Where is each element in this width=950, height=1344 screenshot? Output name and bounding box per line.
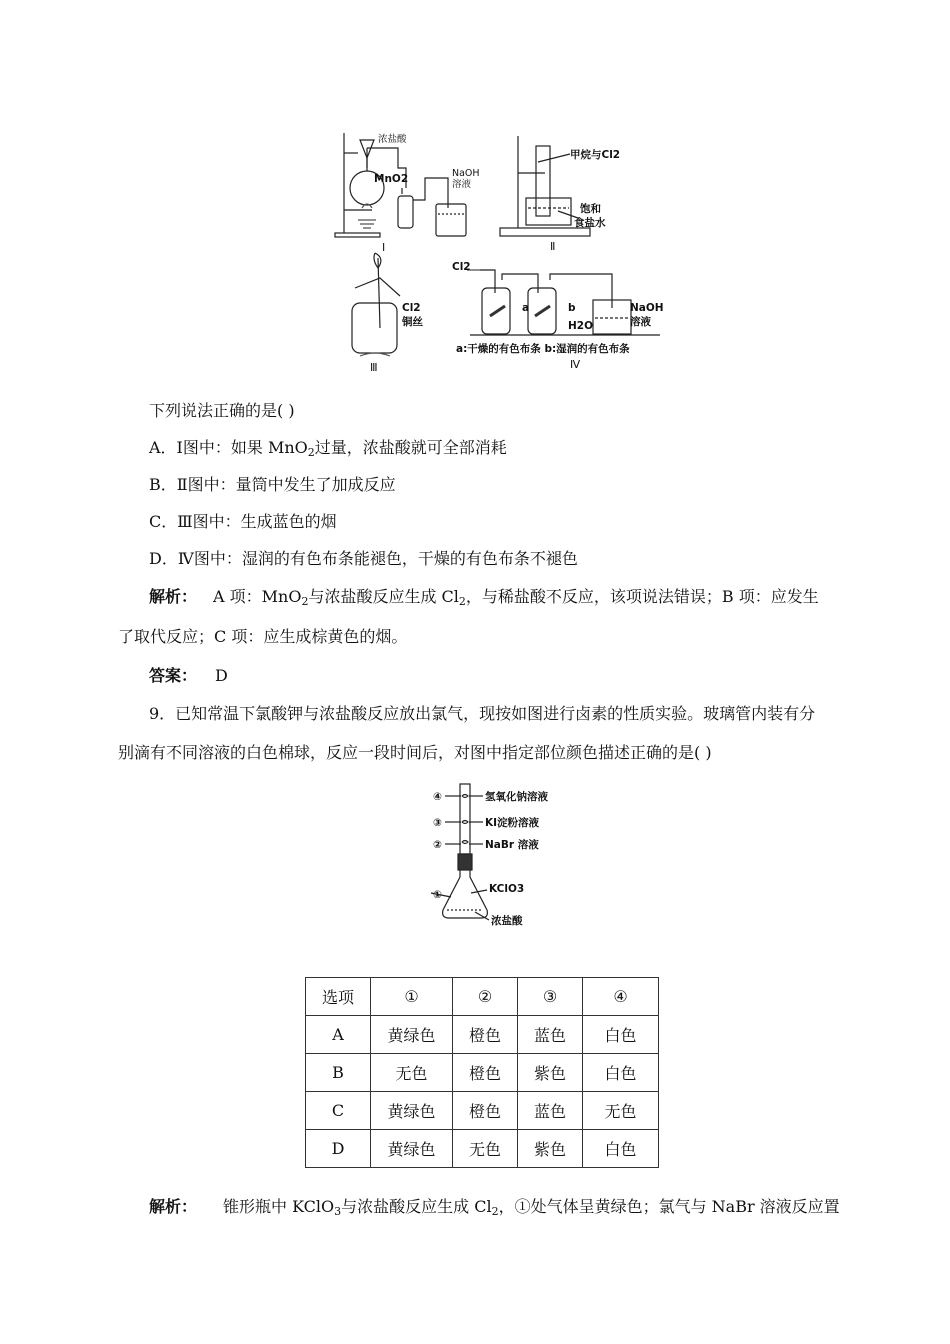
table-cell: 蓝色 [518,1092,583,1130]
q9-analysis-e: ，①处气体呈黄绿色；氯气与 NaBr 溶液反应置 [498,1197,840,1216]
panel4-cl2-label: Cl2 [452,261,471,273]
table-header-cell: ③ [518,978,583,1016]
panel4-b-label: b [568,302,576,314]
table-cell: 白色 [583,1054,659,1092]
q8-analysis-1a: A 项：MnO [213,587,302,606]
table-cell: 橙色 [453,1016,518,1054]
table-header-cell: ④ [583,978,659,1016]
table-cell: 橙色 [453,1092,518,1130]
q8-option-c: C．Ⅲ图中：生成蓝色的烟 [149,512,337,531]
q9-apparatus-figure [425,782,555,932]
panel1-hcl-label: 浓盐酸 [378,134,407,145]
table-cell: 白色 [583,1130,659,1168]
panel2-water-label-1: 饱和 [580,203,601,215]
q8-analysis-1c: 与浓盐酸反应生成 Cl [308,587,459,606]
q9-fig-t4: 氢氧化钠溶液 [485,791,548,803]
q9-analysis-b: 3 [334,1205,342,1218]
panel4-naoh-label-1: NaOH [630,302,664,314]
table-row [306,1016,659,1054]
panel4-caption: a:干燥的有色布条 b:湿润的有色布条 [456,343,630,355]
table-header-cell: 选项 [306,978,371,1016]
q8-option-a [149,438,507,458]
q9-fig-t3: KI淀粉溶液 [485,817,540,829]
panel3-cu-label: 铜丝 [402,316,423,328]
table-cell: 黄绿色 [371,1130,453,1168]
q8-option-a-pre: A．Ⅰ图中：如果 MnO [149,438,308,457]
apparatus-figure [330,128,680,373]
table-cell: 紫色 [518,1130,583,1168]
q8-answer-label: 答案： [149,666,198,685]
panel4-a-label: a [522,302,530,314]
table-header-cell: ① [371,978,453,1016]
table-cell: 无色 [583,1092,659,1130]
table-cell: 黄绿色 [371,1092,453,1130]
q8-option-d: D．Ⅳ图中：湿润的有色布条能褪色，干燥的有色布条不褪色 [149,549,578,568]
q9-analysis-a: 锥形瓶中 KClO [223,1197,335,1216]
table-cell: 黄绿色 [371,1016,453,1054]
q9-options-table [305,977,659,1168]
q9-fig-l4: ④ [433,791,442,803]
table-cell: 白色 [583,1016,659,1054]
panel2-water-label-2: 食盐水 [574,217,606,229]
panel1-naoh-label-2: 溶液 [452,179,472,190]
q9-analysis-label: 解析： [149,1197,198,1216]
q9-fig-kclo3: KClO3 [489,883,525,895]
q9-stem-line2: 别滴有不同溶液的白色棉球，反应一段时间后，对图中指定部位颜色描述正确的是( ) [118,743,712,762]
q9-fig-l2: ② [433,839,442,851]
q9-fig-l1: ① [433,889,442,901]
table-cell: 紫色 [518,1054,583,1092]
q9-fig-t2: NaBr 溶液 [485,839,539,851]
panel4-naoh-label-2: 溶液 [630,316,651,328]
table-cell: 无色 [371,1054,453,1092]
panel2-gas-label: 甲烷与Cl2 [570,149,621,161]
q9-stem-line1: 9．已知常温下氯酸钾与浓盐酸反应放出氯气，现按如图进行卤素的性质实验。玻璃管内装有分 [149,704,816,723]
q8-analysis-1d: 2 [458,595,466,608]
panel2-roman-label: Ⅱ [550,241,556,253]
q8-answer [149,666,228,686]
panel4-h2o-label: H2O [568,320,594,332]
table-row [306,1130,659,1168]
panel1-mno2-label: MnO2 [374,173,409,185]
q9-fig-hcl: 浓盐酸 [491,915,523,927]
q9-analysis-d: 2 [491,1205,499,1218]
q8-option-a-sub: 2 [307,446,315,459]
q8-analysis-label: 解析： [149,587,198,606]
q8-analysis-1b: 2 [301,595,309,608]
q8-analysis-1e: ，与稀盐酸不反应，该项说法错误；B 项：应发生 [465,587,819,606]
table-header-cell: ② [453,978,518,1016]
q8-analysis-line1 [149,587,819,607]
q8-answer-value: D [215,666,228,685]
table-cell: 蓝色 [518,1016,583,1054]
table-cell: D [306,1130,371,1168]
table-cell: 无色 [453,1130,518,1168]
q9-fig-l3: ③ [433,817,442,829]
q9-analysis-c: 与浓盐酸反应生成 Cl [341,1197,492,1216]
table-row [306,1054,659,1092]
panel1-roman-label: Ⅰ [382,242,386,254]
table-cell: A [306,1016,371,1054]
table-cell: B [306,1054,371,1092]
panel3-roman-label: Ⅲ [370,362,378,373]
q8-analysis-line2: 了取代反应；C 项：应生成棕黄色的烟。 [118,627,408,646]
q8-stem: 下列说法正确的是( ) [149,401,295,420]
table-cell: C [306,1092,371,1130]
panel4-roman-label: Ⅳ [570,359,581,371]
q8-option-a-post: 过量，浓盐酸就可全部消耗 [314,438,507,457]
q8-option-b: B．Ⅱ图中：量筒中发生了加成反应 [149,475,396,494]
table-cell: 橙色 [453,1054,518,1092]
panel3-cl2-label: Cl2 [402,302,421,314]
table-row [306,1092,659,1130]
q9-analysis [149,1197,840,1217]
panel1-naoh-label-1: NaOH [452,168,480,179]
table-header-row [306,978,659,1016]
